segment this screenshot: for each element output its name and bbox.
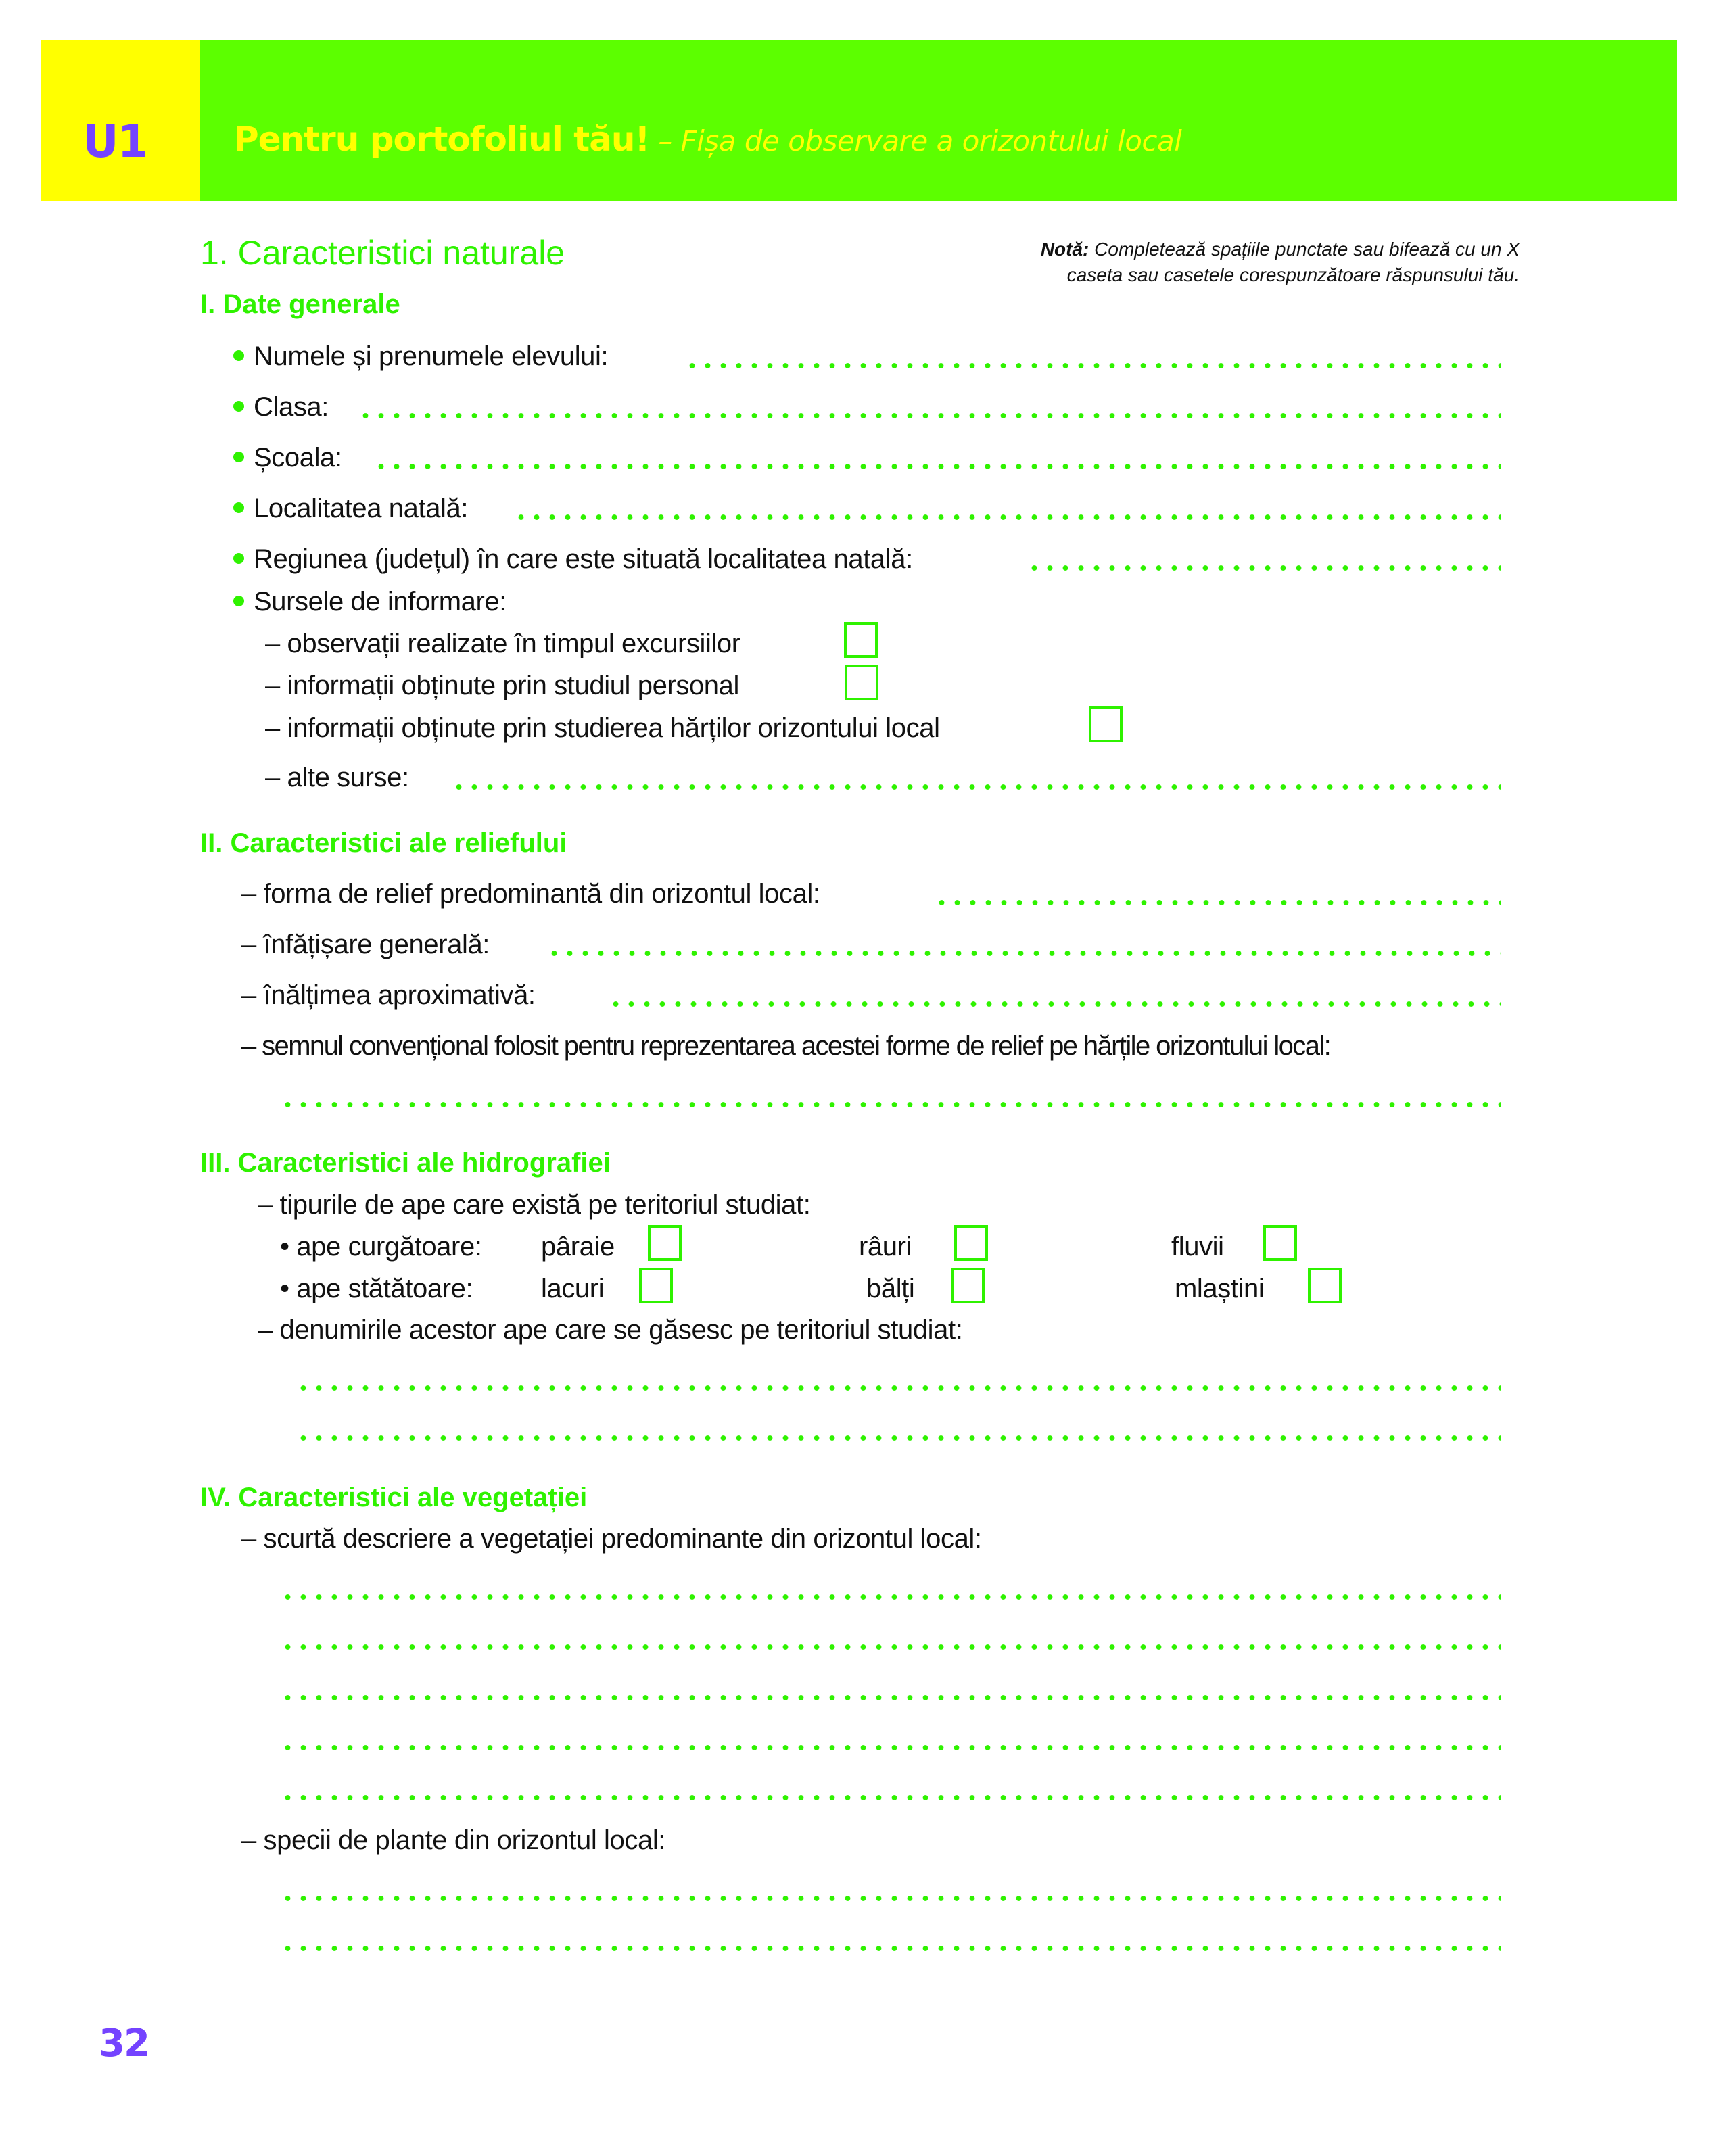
- option-ponds-checkbox[interactable]: [951, 1268, 985, 1303]
- vegetation-description-input-3[interactable]: [280, 1695, 1501, 1700]
- field-label: Regiunea (județul) în care este situată localitatea natală:: [254, 544, 913, 574]
- heading-hydrography: III. Caracteristici ale hidrografiei: [200, 1148, 611, 1178]
- bullet-icon: [233, 553, 244, 564]
- note-line-1: Completează spațiile punctate sau bifează cu un X: [1089, 239, 1520, 260]
- instruction-note: [933, 237, 1520, 288]
- note-label: Notă:: [1040, 239, 1089, 260]
- water-types-label: – tipurile de ape care există pe teritoriul studiat:: [258, 1190, 811, 1220]
- option-large-rivers-checkbox[interactable]: [1263, 1225, 1297, 1261]
- field-label: Clasa:: [254, 392, 329, 422]
- option-streams-label: pâraie: [541, 1232, 615, 1262]
- option-marshes-checkbox[interactable]: [1308, 1268, 1342, 1303]
- field-label: Școala:: [254, 443, 342, 473]
- water-names-input-2[interactable]: [296, 1435, 1501, 1441]
- flowing-waters-label: • ape curgătoare:: [280, 1232, 482, 1262]
- region-input[interactable]: [1027, 565, 1501, 571]
- water-names-label: – denumirile acestor ape care se găsesc pe teritoriul studiat:: [258, 1315, 963, 1345]
- field-region: [233, 544, 913, 575]
- option-rivers-checkbox[interactable]: [954, 1225, 988, 1261]
- heading-relief: II. Caracteristici ale reliefului: [200, 828, 567, 858]
- hometown-input[interactable]: [513, 514, 1501, 520]
- field-student-name: [233, 341, 608, 372]
- field-label: Localitatea natală:: [254, 494, 469, 523]
- bullet-icon: [233, 350, 244, 361]
- source-maps-label: – informații obținute prin studierea hărților orizontului local: [265, 713, 940, 743]
- note-line-2: caseta sau casetele corespunzătoare răspunsului tău.: [1066, 264, 1520, 285]
- unit-badge: [41, 40, 200, 201]
- source-personal-study-checkbox[interactable]: [845, 665, 878, 700]
- option-lakes-checkbox[interactable]: [639, 1268, 673, 1303]
- vegetation-description-input-5[interactable]: [280, 1795, 1501, 1800]
- relief-appearance-input[interactable]: [546, 951, 1501, 956]
- heading-vegetation: IV. Caracteristici ale vegetației: [200, 1483, 588, 1512]
- vegetation-description-input-2[interactable]: [280, 1644, 1501, 1650]
- relief-form-label: – forma de relief predominantă din orizontul local:: [241, 879, 820, 909]
- relief-symbol-input[interactable]: [280, 1102, 1501, 1107]
- source-other-label: – alte surse:: [265, 763, 409, 792]
- unit-label: U1: [83, 116, 147, 168]
- title-subtitle: – Fișa de observare a orizontului local: [649, 124, 1182, 158]
- source-maps-checkbox[interactable]: [1089, 706, 1123, 742]
- header-band: [200, 40, 1677, 201]
- field-hometown: [233, 494, 468, 524]
- class-input[interactable]: [358, 413, 1501, 418]
- relief-altitude-input[interactable]: [608, 1001, 1501, 1007]
- option-marshes-label: mlaștini: [1175, 1274, 1265, 1303]
- water-names-input-1[interactable]: [296, 1385, 1501, 1391]
- field-sources: [233, 587, 507, 617]
- source-other-input[interactable]: [451, 784, 1501, 790]
- option-streams-checkbox[interactable]: [648, 1225, 682, 1261]
- relief-appearance-label: – înfățișare generală:: [241, 930, 490, 959]
- vegetation-description-input-4[interactable]: [280, 1745, 1501, 1750]
- bullet-icon: [233, 452, 244, 462]
- vegetation-description-label: – scurtă descriere a vegetației predominante din orizontul local:: [241, 1524, 982, 1554]
- field-label: Sursele de informare:: [254, 587, 507, 617]
- school-input[interactable]: [373, 464, 1501, 469]
- vegetation-description-input-1[interactable]: [280, 1594, 1501, 1600]
- source-excursions-checkbox[interactable]: [844, 622, 878, 658]
- section-title: 1. Caracteristici naturale: [200, 234, 565, 272]
- bullet-icon: [233, 502, 244, 513]
- option-large-rivers-label: fluvii: [1171, 1232, 1224, 1262]
- field-class: [233, 392, 329, 423]
- standing-waters-label: • ape stătătoare:: [280, 1274, 473, 1303]
- field-label: Numele și prenumele elevului:: [254, 341, 609, 371]
- plant-species-input-1[interactable]: [280, 1896, 1501, 1901]
- title-bold: Pentru portofoliul tău!: [234, 120, 650, 159]
- relief-form-input[interactable]: [934, 900, 1501, 905]
- relief-symbol-label: – semnul convențional folosit pentru reprezentarea acestei forme de relief pe hărțile orizontului local:: [241, 1031, 1331, 1061]
- bullet-icon: [233, 596, 244, 606]
- relief-altitude-label: – înălțimea aproximativă:: [241, 980, 536, 1010]
- page-title: [234, 120, 1181, 159]
- source-excursions-label: – observații realizate în timpul excursiilor: [265, 629, 740, 658]
- option-lakes-label: lacuri: [541, 1274, 605, 1303]
- student-name-input[interactable]: [684, 363, 1501, 368]
- plant-species-input-2[interactable]: [280, 1946, 1501, 1951]
- bullet-icon: [233, 401, 244, 412]
- source-personal-study-label: – informații obținute prin studiul personal: [265, 671, 739, 700]
- field-school: [233, 443, 342, 473]
- option-ponds-label: bălți: [866, 1274, 915, 1303]
- page-number: 32: [99, 2021, 149, 2065]
- plant-species-label: – specii de plante din orizontul local:: [241, 1825, 666, 1855]
- heading-general: I. Date generale: [200, 289, 400, 319]
- option-rivers-label: râuri: [859, 1232, 912, 1262]
